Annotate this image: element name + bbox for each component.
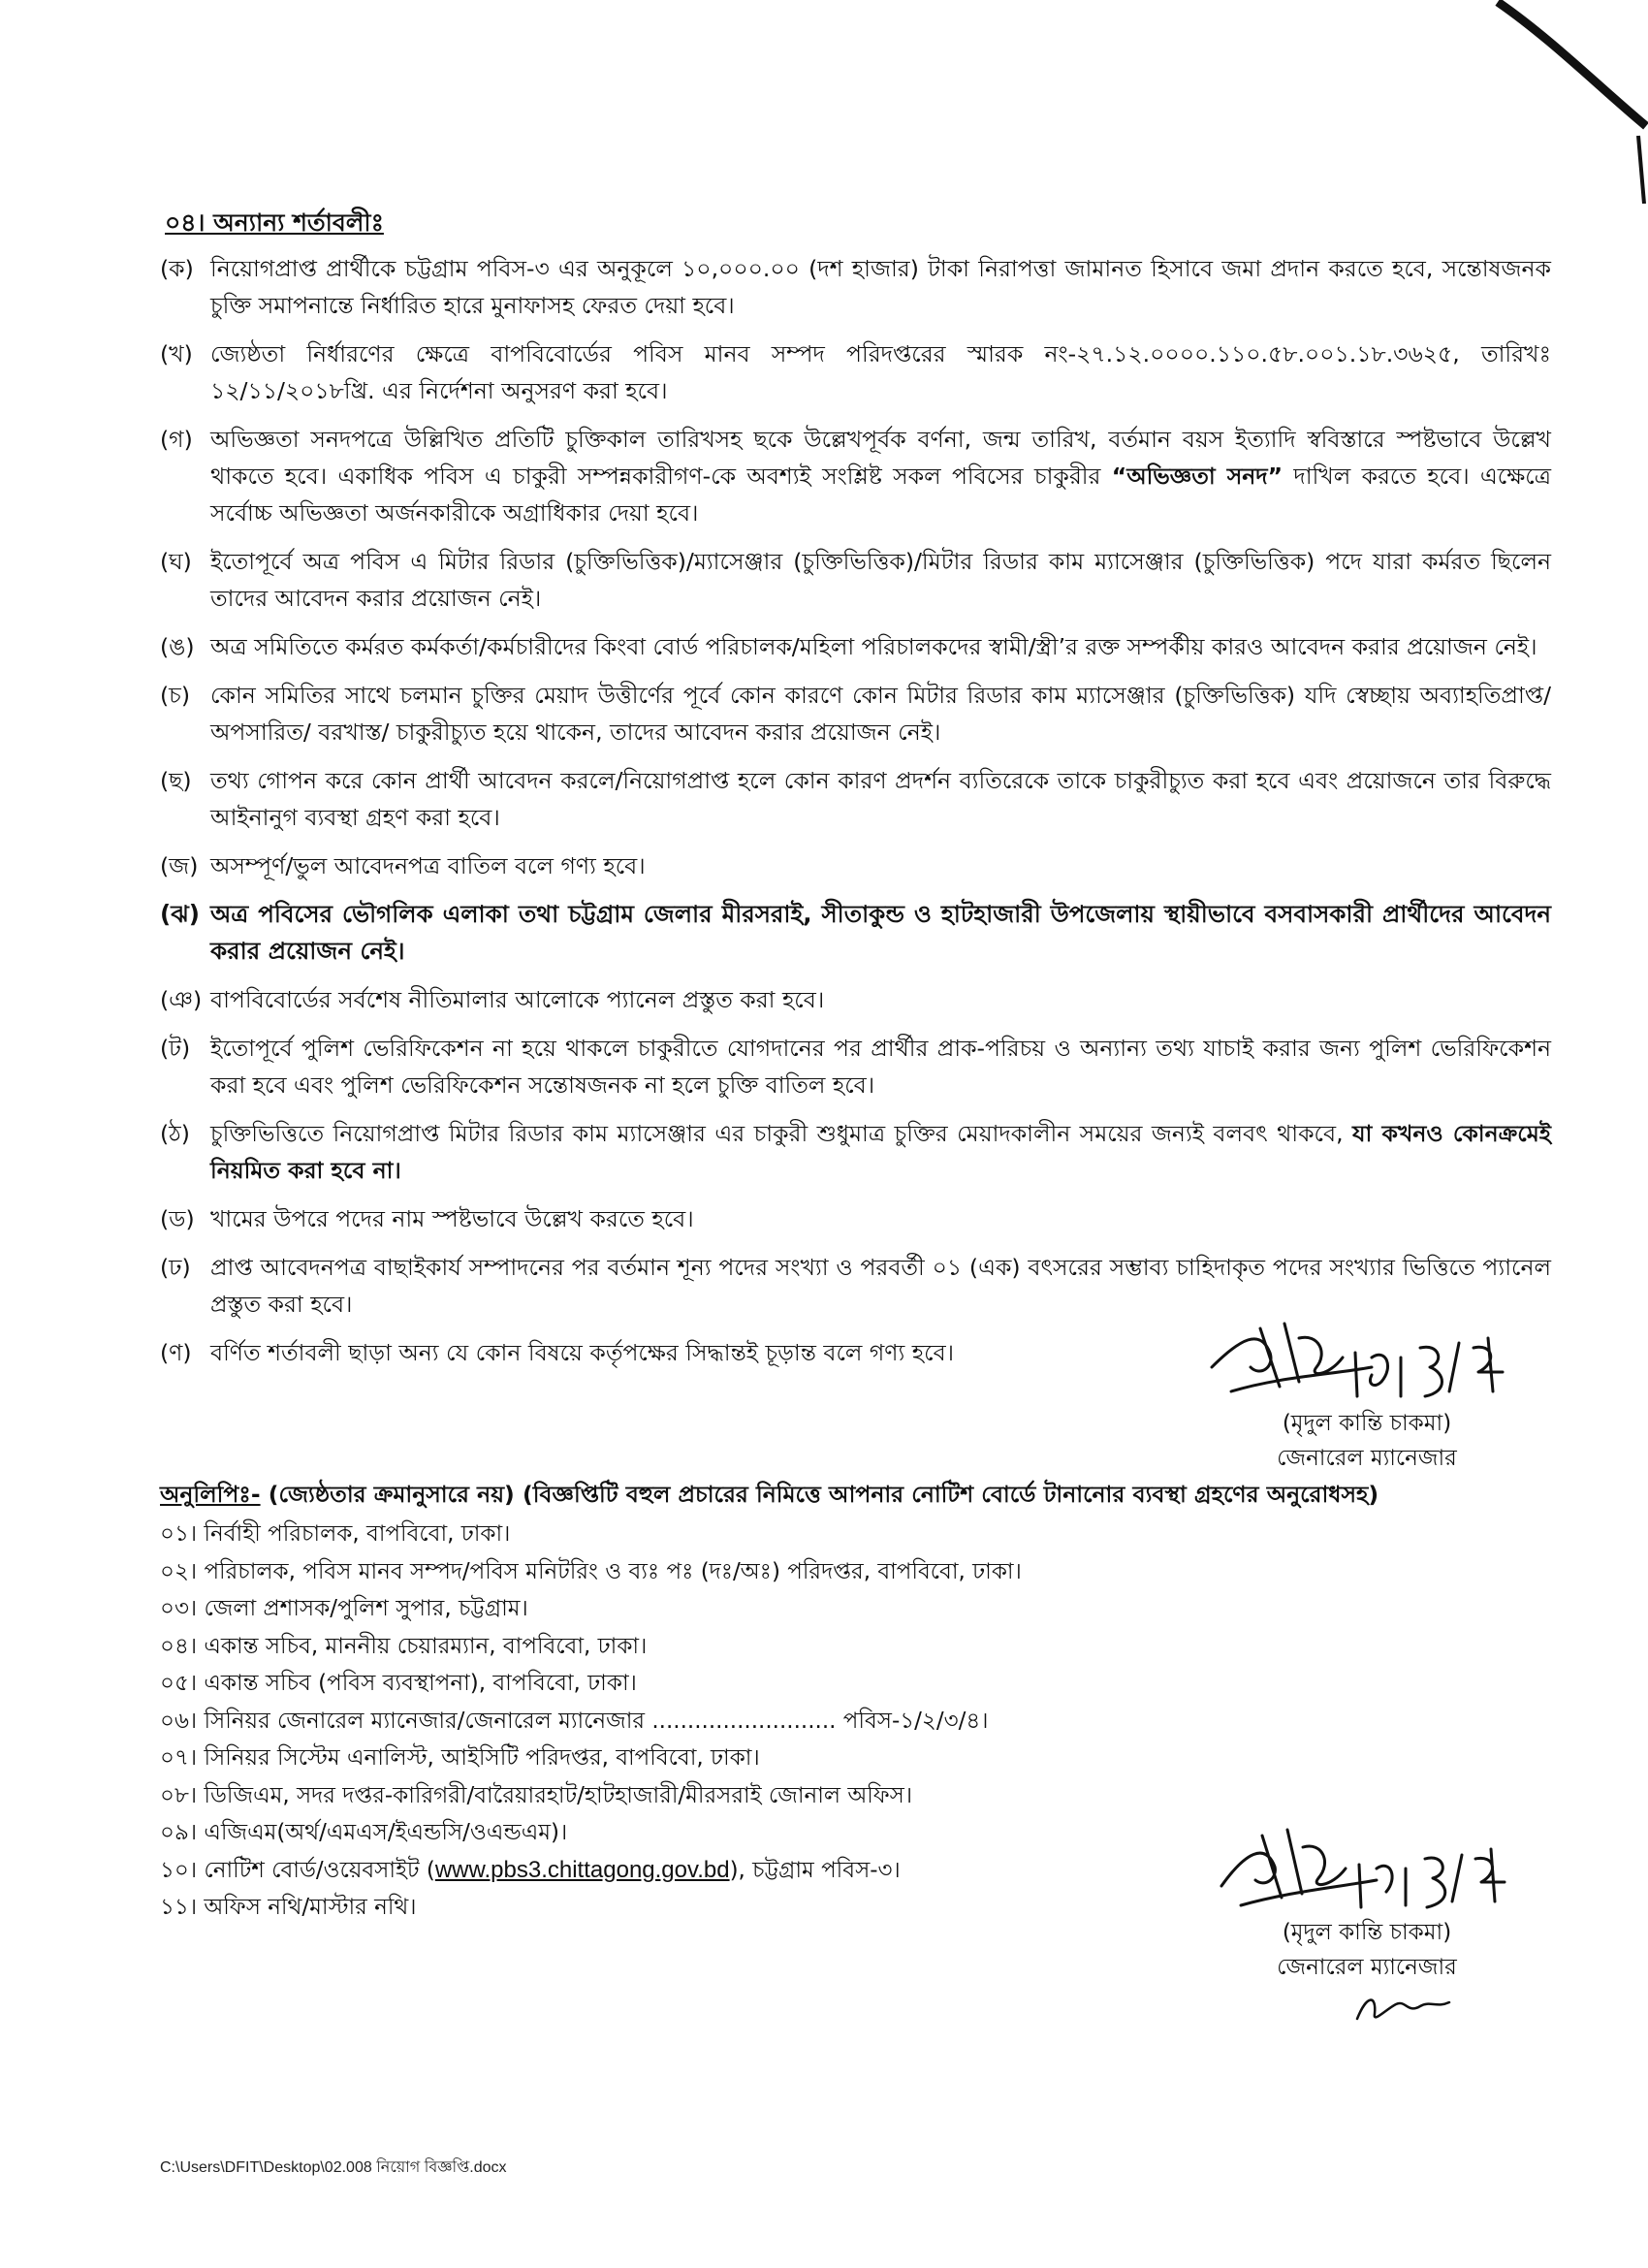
list-item: ০৬। সিনিয়র জেনারেল ম্যানেজার/জেনারেল ম্যানেজার .......................... পবিস-১/২/৩/৪। bbox=[160, 1708, 989, 1734]
condition-text: বাপবিবোর্ডের সর্বশেষ নীতিমালার আলোকে প্যানেল প্রস্তুত করা হবে। bbox=[210, 986, 825, 1013]
signature-block-1 bbox=[1202, 1299, 1532, 1476]
condition-text: অত্র সমিতিতে কর্মরত কর্মকর্তা/কর্মচারীদের কিংবা বোর্ড পরিচালক/মহিলা পরিচালকদের স্বামী/স্ত্রী’র রক্ত সম্পর্কীয় কারও আবেদন করার প্রয়োজন নেই। bbox=[210, 633, 1537, 660]
condition-text-part: চুক্তিভিত্তিতে নিয়োগপ্রাপ্ত মিটার রিডার কাম ম্যাসেঞ্জার এর চাকুরী শুধুমাত্র চুক্তির মেয়াদকালীন সময়ের জন্যই বলবৎ থাকবে, bbox=[210, 1120, 1352, 1147]
condition-text-part: অভিজ্ঞতা সনদপত্রে উল্লিখিত প্রতিটি চুক্তিকাল তারিখসহ ছকে উল্লেখপূর্বক বর্ণনা, জন্ম তারিখ, বর্তমান বয়স ইত্যাদি স্ববিস্তারে স্পষ্টভাবে উল্লেখ থাকতে হবে। একাধিক পবিস এ চাকুরী সম্পন্নকারীগণ-কে অবশ্যই সংশ্লিষ্ট সকল পবিসের চাকুরীর bbox=[210, 426, 1551, 490]
condition-text: নিয়োগপ্রাপ্ত প্রার্থীকে চট্টগ্রাম পবিস-৩ এর অনুকূলে ১০,০০০.০০ (দশ হাজার) টাকা নিরাপত্তা জামানত হিসাবে জমা প্রদান করতে হবে, সন্তোষজনক চুক্তি সমাপনান্তে নির্ধারিত হারে মুনাফাসহ ফেরত দেয়া হবে। bbox=[210, 255, 1551, 319]
condition-uma bbox=[160, 628, 1551, 665]
page-fold-mark bbox=[1493, 0, 1648, 204]
not-regularized-emphasis: যা কখনও কোনক্রমেই নিয়মিত করা হবে না। bbox=[210, 1120, 1551, 1184]
condition-marker: (ঠ) bbox=[160, 1120, 190, 1147]
condition-cha bbox=[160, 677, 1551, 751]
condition-text bbox=[210, 421, 1551, 531]
condition-marker: (ঢ) bbox=[160, 1254, 191, 1281]
website-link[interactable]: www.pbs3.chittagong.gov.bd bbox=[434, 1856, 730, 1883]
experience-certificate-emphasis: “অভিজ্ঞতা সনদ” bbox=[1111, 463, 1284, 490]
condition-text: কোন সমিতির সাথে চলমান চুক্তির মেয়াদ উত্তীর্ণের পূর্বে কোন কারণে কোন মিটার রিডার কাম ম্যাসেঞ্জার (চুক্তিভিত্তিক) যদি স্বেচ্ছায় অব্যাহতিপ্রাপ্ত/ অপসারিত/ বরখাস্ত/ চাকুরীচ্যুত হয়ে থাকেন, তাদের আবেদন করার প্রয়োজন নেই। bbox=[210, 682, 1551, 746]
condition-text: খামের উপরে পদের নাম স্পষ্টভাবে উল্লেখ করতে হবে। bbox=[210, 1205, 694, 1232]
list-item-text: ), চট্টগ্রাম পবিস-৩। bbox=[729, 1857, 901, 1883]
condition-marker: (জ) bbox=[160, 852, 199, 879]
list-item: ০১। নির্বাহী পরিচালক, বাপবিবো, ঢাকা। bbox=[160, 1521, 511, 1547]
condition-text: বর্ণিত শর্তাবলী ছাড়া অন্য যে কোন বিষয়ে কর্তৃপক্ষের সিদ্ধান্তই চূড়ান্ত বলে গণ্য হবে। bbox=[210, 1339, 955, 1366]
condition-text: অত্র পবিসের ভৌগলিক এলাকা তথা চট্টগ্রাম জেলার মীরসরাই, সীতাকুন্ড ও হাটহাজারী উপজেলায় স্থায়ীভাবে বসবাসকারী প্রার্থীদের আবেদন করার প্রয়োজন নেই। bbox=[210, 900, 1551, 965]
signatory-name: (মৃদুল কান্তি চাকমা) bbox=[1282, 1920, 1452, 1945]
list-item: ০৭। সিনিয়র সিস্টেম এনালিস্ট, আইসিটি পরিদপ্তর, বাপবিবো, ঢাকা। bbox=[160, 1745, 760, 1771]
signatory-title: জেনারেল ম্যানেজার bbox=[1277, 1446, 1457, 1471]
condition-text: তথ্য গোপন করে কোন প্রার্থী আবেদন করলে/নিয়োগপ্রাপ্ত হলে কোন কারণ প্রদর্শন ব্যতিরেকে তাকে চাকুরীচ্যুত করা হবে এবং প্রয়োজনে তার বিরুদ্ধে আইনানুগ ব্যবস্থা গ্রহণ করা হবে। bbox=[210, 767, 1551, 831]
signature-block-2 bbox=[1202, 1808, 1532, 2028]
condition-ja bbox=[160, 847, 1551, 884]
list-item: ০৪। একান্ত সচিব, মাননীয় চেয়ারম্যান, বাপবিবো, ঢাকা। bbox=[160, 1633, 648, 1659]
condition-marker: (চ) bbox=[160, 682, 191, 709]
copies-heading-rest: (জ্যেষ্ঠতার ক্রমানুসারে নয়) (বিজ্ঞপ্তিটি বহুল প্রচারের নিমিত্তে আপনার নোটিশ বোর্ডে টানানোর ব্যবস্থা গ্রহণের অনুরোধসহ) bbox=[260, 1481, 1379, 1508]
initials-mark bbox=[1347, 1985, 1464, 2028]
list-item-text: ১০। নোটিশ বোর্ড/ওয়েবসাইট ( bbox=[160, 1857, 435, 1883]
copies-heading-lead: অনুলিপিঃ- bbox=[160, 1481, 261, 1508]
condition-marker: (গ) bbox=[160, 426, 193, 453]
section-heading: ০৪। অন্যান্য শর্তাবলীঃ bbox=[165, 208, 384, 237]
conditions-list bbox=[160, 250, 1551, 1383]
condition-marker: (ঞ) bbox=[160, 986, 203, 1013]
condition-text: অসম্পূর্ণ/ভুল আবেদনপত্র বাতিল বলে গণ্য হবে। bbox=[210, 852, 646, 879]
list-item: ০৫। একান্ত সচিব (পবিস ব্যবস্থাপনা), বাপবিবো, ঢাকা। bbox=[160, 1671, 637, 1696]
condition-text: ইতোপূর্বে পুলিশ ভেরিফিকেশন না হয়ে থাকলে চাকুরীতে যোগদানের পর প্রার্থীর প্রাক-পরিচয় ও অন্যান্য তথ্য যাচাই করার জন্য পুলিশ ভেরিফিকেশন করা হবে এবং পুলিশ ভেরিফিকেশন সন্তোষজনক না হলে চুক্তি বাতিল হবে। bbox=[210, 1035, 1551, 1099]
condition-marker: (ট) bbox=[160, 1035, 191, 1062]
condition-tha bbox=[160, 1115, 1551, 1189]
condition-ga bbox=[160, 421, 1551, 531]
file-path-footer: C:\Users\DFIT\Desktop\02.008 নিয়োগ বিজ্ঞপ্তি.docx bbox=[160, 2159, 507, 2176]
condition-text-part: দাখিল করতে হবে। এক্ষেত্রে সর্বোচ্চ অভিজ্ঞতা অর্জনকারীকে অগ্রাধিকার দেয়া হবে। bbox=[210, 463, 1551, 527]
signatory-title: জেনারেল ম্যানেজার bbox=[1277, 1955, 1457, 1980]
handwritten-signature bbox=[1202, 1299, 1532, 1406]
condition-chha bbox=[160, 762, 1551, 836]
condition-marker: (ঘ) bbox=[160, 548, 192, 575]
condition-text: জ্যেষ্ঠতা নির্ধারণের ক্ষেত্রে বাপবিবোর্ডের পবিস মানব সম্পদ পরিদপ্তরের স্মারক নং-২৭.১২.০০০০.১১০.৫৮.০০১.১৮.৩৬২৫, তারিখঃ ১২/১১/২০১৮খ্রি. এর নির্দেশনা অনুসরণ করা হবে। bbox=[210, 340, 1551, 404]
condition-marker: (ছ) bbox=[160, 767, 192, 794]
condition-marker: (ঙ) bbox=[160, 633, 195, 660]
condition-text: ইতোপূর্বে অত্র পবিস এ মিটার রিডার (চুক্তিভিত্তিক)/ম্যাসেঞ্জার (চুক্তিভিত্তিক)/মিটার রিডার কাম ম্যাসেঞ্জার (চুক্তিভিত্তিক) পদে যারা কর্মরত ছিলেন তাদের আবেদন করার প্রয়োজন নেই। bbox=[210, 548, 1551, 612]
list-item: ১১। অফিস নথি/মাস্টার নথি। bbox=[160, 1895, 417, 1920]
condition-ta bbox=[160, 1030, 1551, 1103]
list-item: ০৩। জেলা প্রশাসক/পুলিশ সুপার, চট্টগ্রাম। bbox=[160, 1596, 528, 1621]
handwritten-signature bbox=[1202, 1808, 1532, 1915]
condition-marker: (খ) bbox=[160, 340, 193, 367]
list-item: ০৮। ডিজিএম, সদর দপ্তর-কারিগরী/বারৈয়ারহাট/হাটহাজারী/মীরসরাই জোনাল অফিস। bbox=[160, 1782, 913, 1808]
signatory-name: (মৃদুল কান্তি চাকমা) bbox=[1282, 1411, 1452, 1436]
condition-marker: (ড) bbox=[160, 1205, 195, 1232]
list-item: ০৯। এজিএম(অর্থ/এমএস/ইএন্ডসি/ওএন্ডএম)। bbox=[160, 1820, 568, 1845]
condition-marker: (ক) bbox=[160, 255, 194, 282]
condition-marker: (ঝ) bbox=[160, 900, 200, 928]
condition-text: প্রাপ্ত আবেদনপত্র বাছাইকার্য সম্পাদনের পর বর্তমান শূন্য পদের সংখ্যা ও পরবর্তী ০১ (এক) বৎসরের সম্ভাব্য চাহিদাকৃত পদের সংখ্যার ভিত্তিতে প্যানেল প্রস্তুত করা হবে। bbox=[210, 1254, 1551, 1318]
condition-ka bbox=[160, 250, 1551, 324]
condition-nya bbox=[160, 981, 1551, 1018]
copies-heading bbox=[160, 1477, 1537, 1512]
condition-gha bbox=[160, 543, 1551, 617]
condition-da bbox=[160, 1200, 1551, 1237]
condition-text bbox=[210, 1115, 1551, 1189]
condition-jha bbox=[160, 896, 1551, 970]
list-item: ০২। পরিচালক, পবিস মানব সম্পদ/পবিস মনিটরিং ও ব্যঃ পঃ (দঃ/অঃ) পরিদপ্তর, বাপবিবো, ঢাকা। bbox=[160, 1558, 1022, 1584]
condition-kha bbox=[160, 335, 1551, 409]
condition-marker: (ণ) bbox=[160, 1339, 192, 1366]
